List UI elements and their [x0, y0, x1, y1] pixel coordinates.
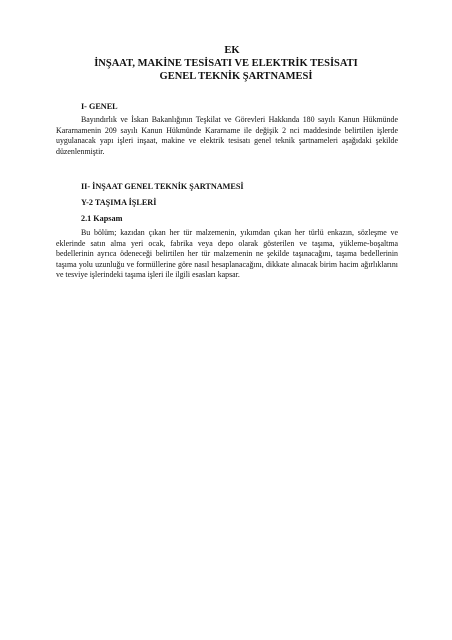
- title-line-ek: EK: [224, 45, 240, 56]
- paragraph-scope: [56, 228, 398, 281]
- section-heading-construction: II- İNŞAAT GENEL TEKNİK ŞARTNAMESİ: [81, 182, 244, 191]
- subheading-transport: Y-2 TAŞIMA İŞLERİ: [81, 198, 157, 207]
- paragraph-general-text: Bayındırlık ve İskan Bakanlığının Teşkilat ve Görevleri Hakkında 180 sayılı Kanun Hükmünde Kararnamenin 209 sayılı Kanun Hükmünde Kararname ile değişik 2 nci maddesinde belirtilen işlerde uygulanacak yapı işleri inşaat, makine ve elektrik tesisatı genel teknik şartnameleri aşağıdaki şekilde düzenlenmiştir.: [56, 115, 398, 156]
- document-title: [0, 44, 452, 83]
- paragraph-general: [56, 115, 398, 157]
- subsubheading-scope: 2.1 Kapsam: [81, 214, 123, 223]
- paragraph-scope-text: Bu bölüm; kazıdan çıkan her tür malzemenin, yıkımdan çıkan her türlü enkazın, sözleşme ve eklerinde satın alma yeri ocak, fabrika veya depo olarak gösterilen ve taşıma, yükleme-boşaltma bedellerinin ayrıca ödeneceği belirtilen her tür malzemenin ne şekilde taşınacağını, taşıma bedellerinin taşıma yolu uzunluğu ve formüllerine göre nasıl hesaplanacağını, dikkate alınacak birim hacim ağırlıklarını ve tesviye işlerindeki taşıma işleri ile ilgili esasları kapsar.: [56, 228, 398, 280]
- section-heading-general: I- GENEL: [81, 102, 118, 111]
- title-line-main: İNŞAAT, MAKİNE TESİSATI VE ELEKTRİK TESİSATI: [94, 58, 358, 69]
- title-line-sub: GENEL TEKNİK ŞARTNAMESİ: [159, 71, 313, 82]
